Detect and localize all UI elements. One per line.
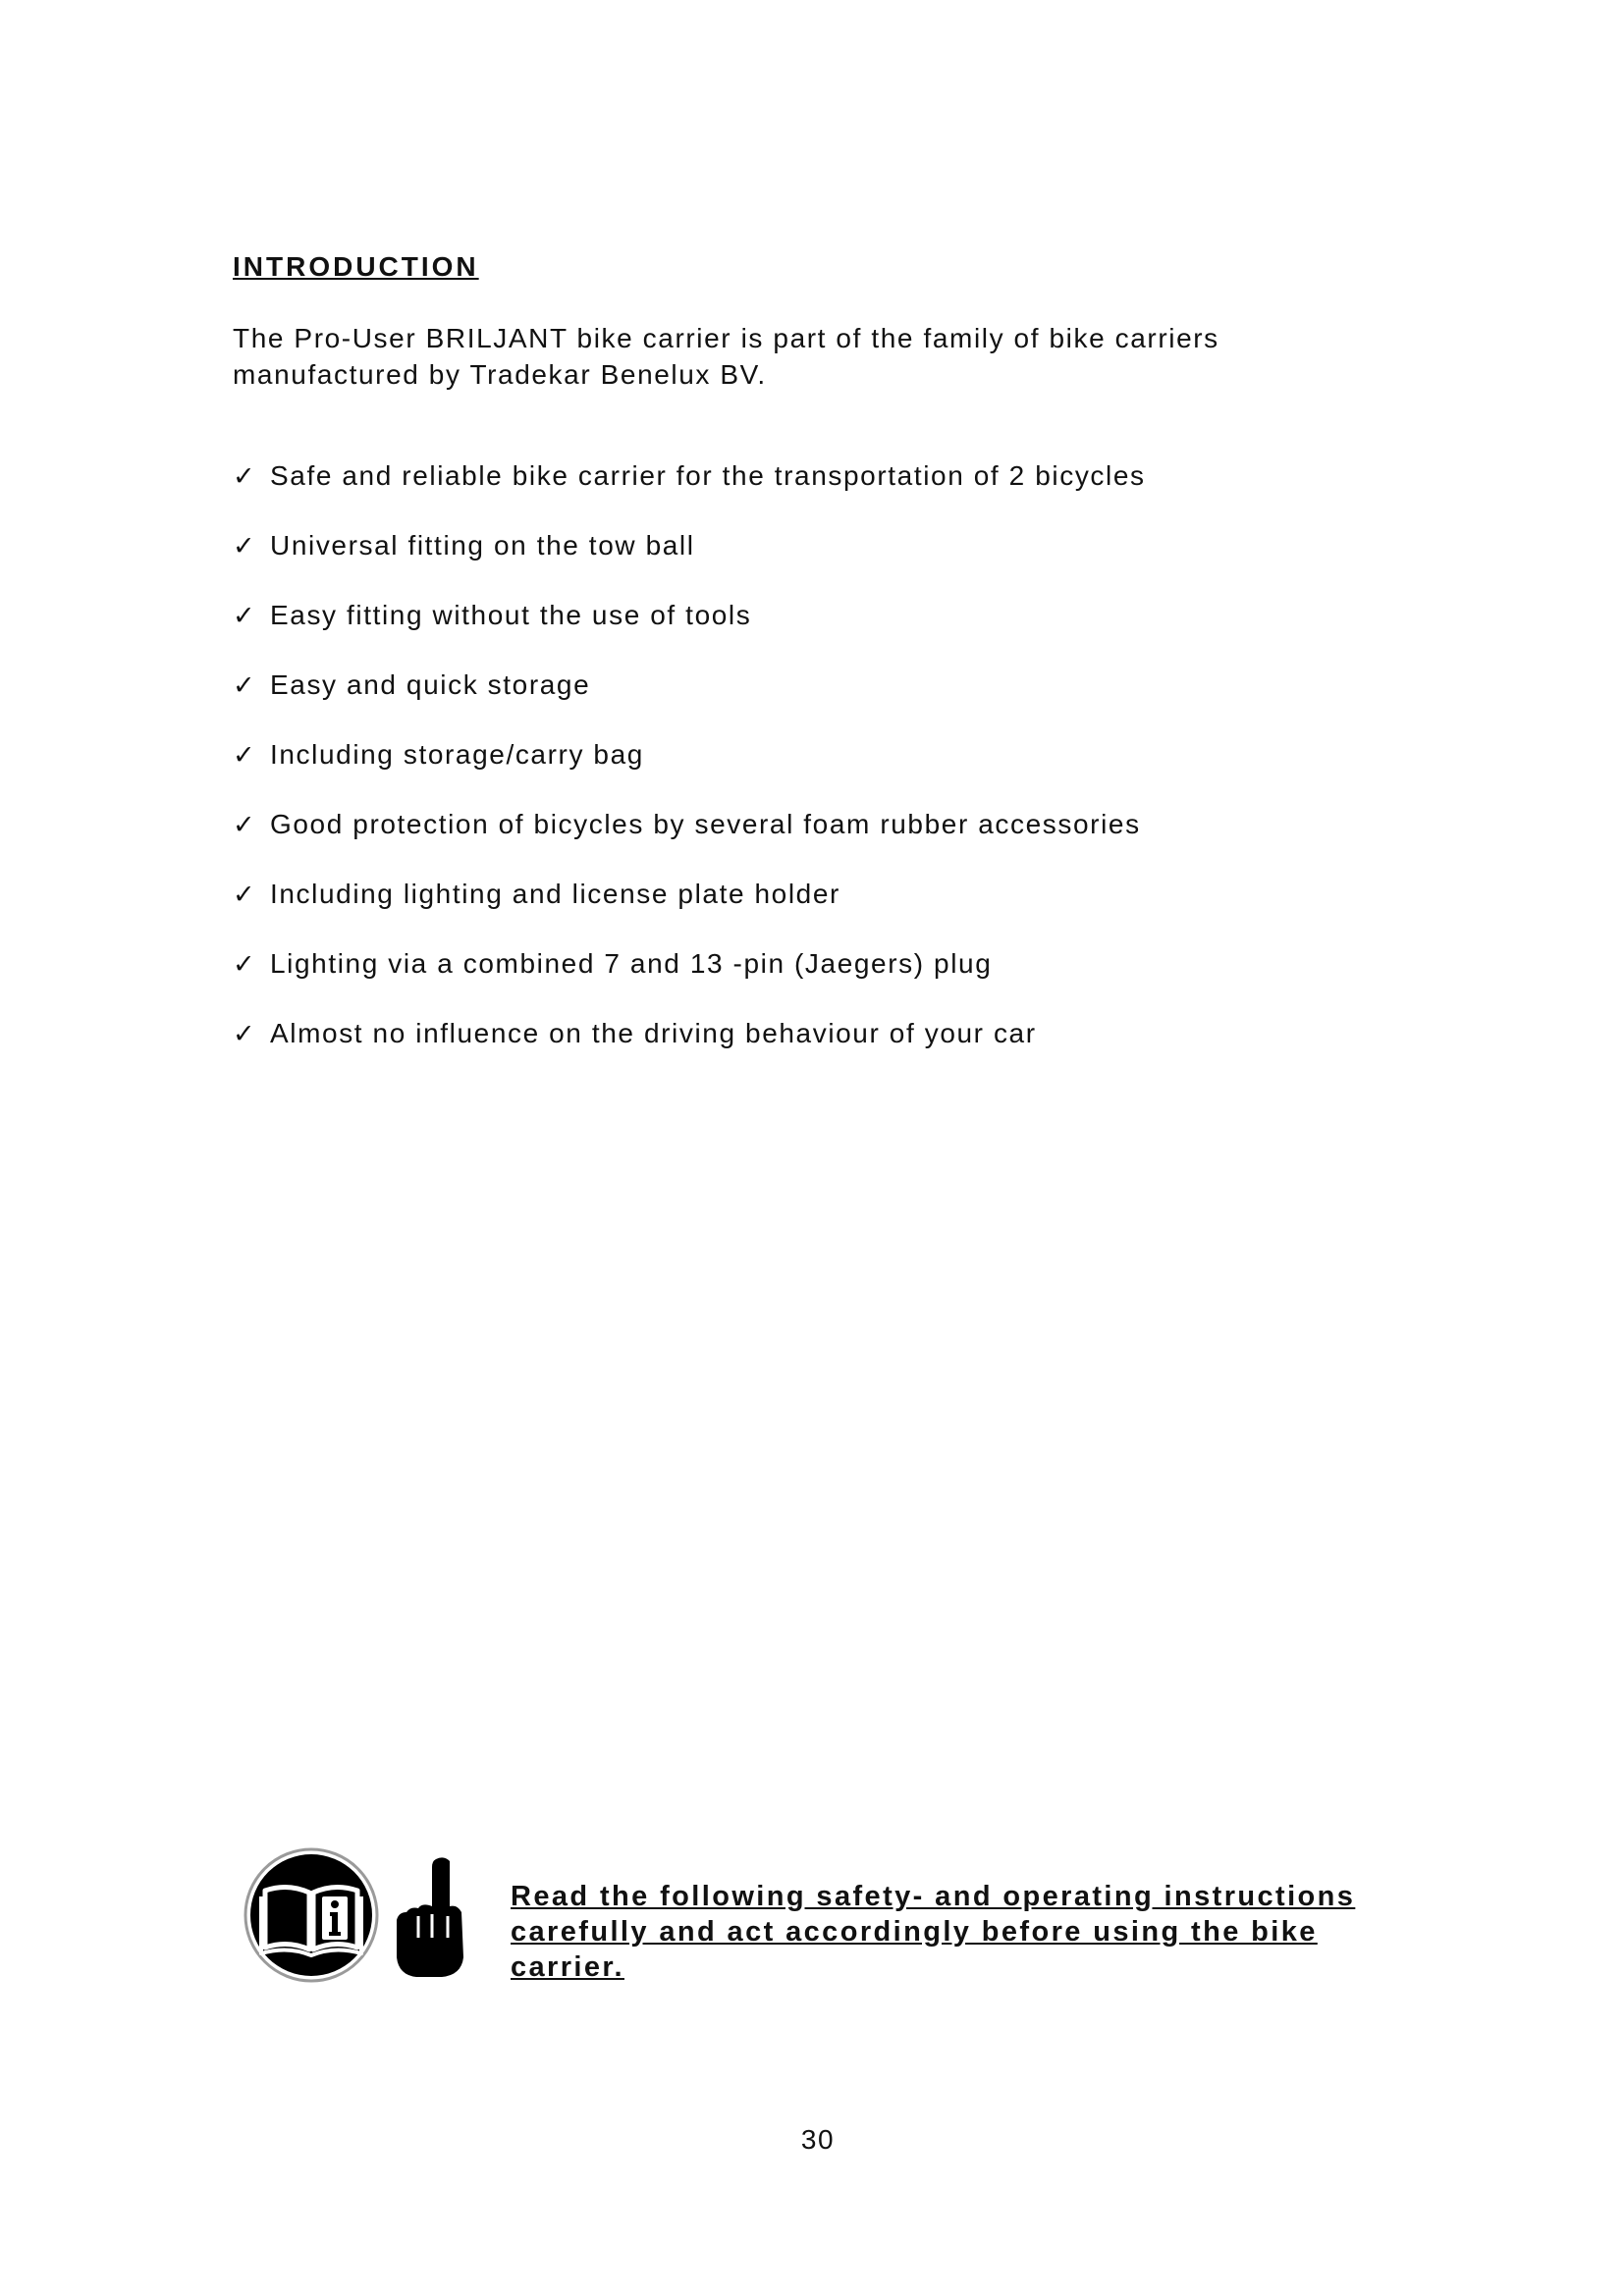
feature-text: Including storage/carry bag — [270, 739, 644, 770]
checkmark-icon: ✓ — [233, 461, 257, 491]
checkmark-icon: ✓ — [233, 1019, 257, 1048]
feature-text: Including lighting and license plate holder — [270, 879, 840, 909]
manual-info-icon — [244, 1847, 379, 1983]
checkmark-icon: ✓ — [233, 810, 257, 839]
feature-item — [233, 597, 1146, 667]
checkmark-icon: ✓ — [233, 740, 257, 770]
checkmark-icon: ✓ — [233, 880, 257, 909]
checkmark-icon: ✓ — [233, 670, 257, 700]
checkmark-icon: ✓ — [233, 531, 257, 561]
feature-item — [233, 945, 1146, 1015]
section-heading: INTRODUCTION — [233, 251, 479, 282]
feature-item — [233, 736, 1146, 806]
feature-text: Almost no influence on the driving behaviour of your car — [270, 1018, 1037, 1048]
feature-item — [233, 806, 1146, 876]
feature-item — [233, 1015, 1146, 1085]
feature-item — [233, 527, 1146, 597]
checkmark-icon: ✓ — [233, 601, 257, 630]
page-number: 30 — [800, 2124, 836, 2155]
feature-text: Good protection of bicycles by several foam rubber accessories — [270, 809, 1141, 839]
pointing-finger-icon — [393, 1855, 471, 1981]
feature-list — [233, 457, 1146, 1085]
feature-text: Universal fitting on the tow ball — [270, 530, 695, 561]
feature-text: Easy fitting without the use of tools — [270, 600, 752, 630]
intro-paragraph: The Pro-User BRILJANT bike carrier is part of the family of bike carriers manufactured by Tradekar Benelux BV. — [233, 323, 1219, 390]
feature-text: Lighting via a combined 7 and 13 -pin (Jaegers) plug — [270, 948, 993, 979]
feature-item — [233, 667, 1146, 736]
feature-text: Safe and reliable bike carrier for the transportation of 2 bicycles — [270, 460, 1146, 491]
checkmark-icon: ✓ — [233, 949, 257, 979]
safety-notice-text: Read the following safety- and operating instructions carefully and act accordingly before using the bike carrier. — [511, 1881, 1356, 1983]
feature-text: Easy and quick storage — [270, 669, 591, 700]
feature-item — [233, 876, 1146, 945]
safety-notice — [244, 1847, 1422, 1985]
feature-item — [233, 457, 1146, 527]
